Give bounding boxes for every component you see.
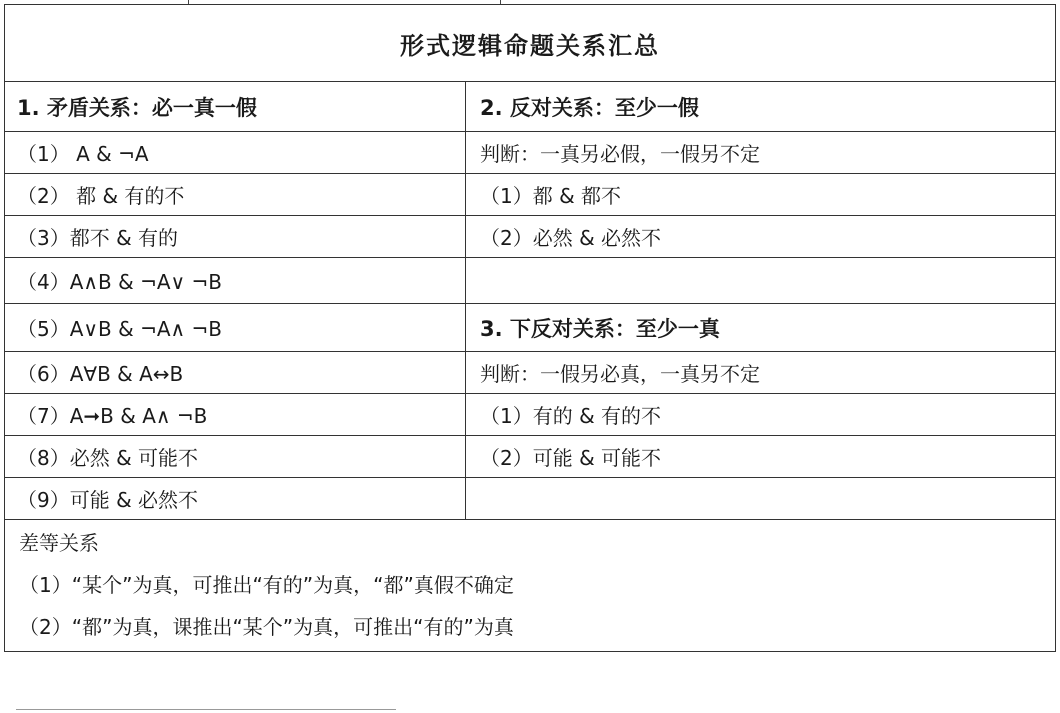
table-cell: （1）有的 & 有的不 [480,404,662,428]
table-row [5,132,1055,174]
table-row [5,174,1055,216]
subalternation-line: （2）“都”为真，课推出“某个”为真，可推出“有的”为真 [19,614,514,639]
table-cell [466,258,1055,303]
subalternation-line: （1）“某个”为真，可推出“有的”为真，“都”真假不确定 [19,572,514,597]
table-cell: （8）必然 & 可能不 [5,436,466,477]
contradiction-heading: 1. 矛盾关系：必一真一假 [5,82,466,131]
table-cell: （9）可能 & 必然不 [5,478,466,519]
table-cell: （1） A & ¬A [5,132,466,173]
table-cell: （7）A➞B & A∧ ¬B [5,394,466,435]
table-row [5,304,1055,352]
table-cell: 判断：一真另必假，一假另不定 [480,142,760,166]
contrary-heading: 2. 反对关系：至少一假 [480,95,699,120]
table-row [5,258,1055,304]
table-cell: （6）A∀B & A↔B [5,352,466,393]
table-cell: 判断：一假另必真，一真另不定 [480,362,760,386]
table-row [5,478,1055,520]
table-cell: （5）A∨B & ¬A∧ ¬B [5,304,466,351]
table-row [5,82,1055,132]
table-cell: （4）A∧B & ¬A∨ ¬B [5,258,466,303]
relations-grid [5,82,1055,520]
table-row [5,352,1055,394]
table-cell: （2） 都 & 有的不 [5,174,466,215]
bottom-divider [16,709,396,710]
table-cell [466,478,1055,519]
table-cell: （2）必然 & 必然不 [480,226,662,250]
summary-table [4,4,1056,652]
subalternation-section [5,520,1055,652]
table-title: 形式逻辑命题关系汇总 [5,5,1055,82]
table-cell: （2）可能 & 可能不 [480,446,662,470]
table-cell: （1）都 & 都不 [480,184,622,208]
table-row [5,436,1055,478]
subcontrary-heading: 3. 下反对关系：至少一真 [480,316,720,341]
table-row [5,216,1055,258]
table-cell: （3）都不 & 有的 [5,216,466,257]
subalternation-heading: 差等关系 [19,530,99,555]
table-row [5,394,1055,436]
